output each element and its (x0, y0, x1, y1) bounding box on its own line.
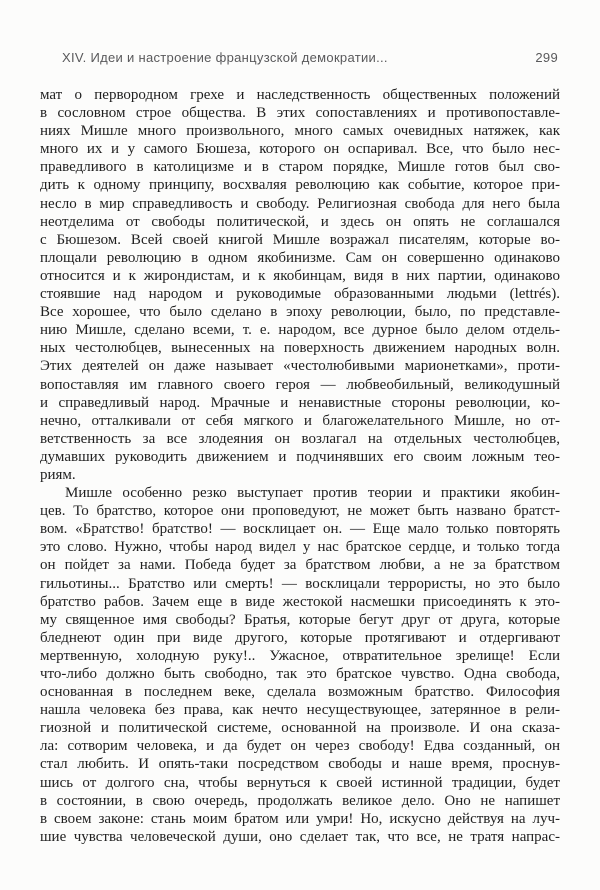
text-line: му священное имя свободы? Братья, которые бегут друг от друга, которые (40, 611, 560, 628)
text-line: Мишле особенно резко выступает против теории и практики якобин- (65, 485, 560, 502)
text-line: в состоянии, в свою очередь, продолжать великое дело. Оно не напишет (40, 792, 560, 809)
text-line: шие чувства человеческой души, оно сделает так, что все, не тратя напрас- (40, 828, 560, 845)
text-line: стоявшие над народом и руководимые образованными людьми (lettrés). (40, 286, 560, 303)
text-line: неотделима от свободы политической, и здесь он опять не соглашался (40, 213, 560, 230)
text-line: в своем законе: стань моим братом или умри! Но, искусно действуя на луч- (40, 810, 560, 827)
text-line: он пойдет за нами. Победа будет за братством любви, а не за братством (40, 557, 560, 574)
text-line: гиозной и политической системе, основанной на произволе. И она сказа- (40, 720, 560, 737)
text-line: праведливого в католицизме и в старом порядке, Мишле готов был сво- (40, 159, 560, 176)
text-line: и справедливый народ. Мрачные и ненавистные стороны революции, ко- (40, 394, 560, 411)
text-block (40, 86, 560, 846)
text-line: шись от долгого сна, чтобы вернуться к своей истинной традиции, будет (40, 774, 560, 791)
text-line: нечно, отталкивали от себя мягкого и благожелательного Мишле, но от- (40, 412, 560, 429)
paragraph (40, 484, 560, 846)
text-line: Этих деятелей он даже называет «честолюбивыми марионетками», проти- (40, 358, 560, 375)
text-line: основанная в последнем веке, сделала возможным братство. Философия (40, 684, 560, 701)
text-line: гильотины... Братство или смерть! — восклицали террористы, но это было (40, 575, 560, 592)
text-line: несло в мир справедливость и свободу. Религиозная свобода для него была (40, 195, 560, 212)
text-line: мертвенную, холодную руку!.. Ужасное, отвратительное зрелище! Если (40, 647, 560, 664)
text-line: цев. То братство, которое они проповедуют, не может быть названо братст- (40, 503, 560, 520)
text-line: вопоставляя им главного своего героя — любвеобильный, великодушный (40, 376, 560, 393)
text-line: мат о первородном грехе и наследственность общественных положений (40, 87, 560, 103)
paragraph (40, 86, 560, 484)
text-line: Все хорошее, что было сделано в эпоху революции, было, по представле- (40, 304, 560, 321)
text-line: ниях Мишле много произвольного, много самых очевидных натяжек, как (40, 123, 560, 140)
text-line: что-либо должно быть свободно, так это братское чувство. Одна свобода, (40, 666, 560, 682)
text-line: много их и у самого Бюшеза, которого он оспаривал. Все, что было нес- (40, 141, 560, 158)
text-line: ветственность за все злодеяния он возлагал на отдельных честолюбцев, (40, 430, 560, 447)
page-number: 299 (535, 50, 558, 65)
text-line: думавших руководить движением и подчинявших его своим ложным тео- (40, 448, 560, 465)
text-line: братство рабов. Зачем еще в виде жестокой насмешки присоединять к это- (40, 593, 560, 610)
text-line: риям. (40, 466, 76, 483)
text-line: относится и к жирондистам, и к якобинцам, видя в них партии, одинаково (40, 267, 560, 284)
running-title: XIV. Идеи и настроение французской демократии... (62, 50, 388, 65)
text-line: нию Мишле, сделано всеми, т. е. народом, все дурное было делом отдель- (40, 322, 560, 339)
text-line: нашла человека без права, как нечто несуществующее, затерянное в рели- (40, 702, 560, 719)
text-line: ла: сотворим человека, и да будет он через свободу! Едва созданный, он (40, 738, 560, 755)
text-line: это слово. Нужно, чтобы народ видел у нас братское сердце, и только тогда (40, 539, 560, 556)
text-line: дить к одному принципу, восхваляя революцию как событие, которое при- (40, 177, 560, 194)
text-line: в сословном строе общества. В этих сопоставлениях и противопоставле- (40, 105, 560, 122)
text-line: с Бюшезом. Всей своей книгой Мишле возражал писателям, которые во- (40, 231, 560, 248)
text-line: ных честолюбцев, вынесенных на поверхность движением народных волн. (40, 340, 560, 357)
text-line: стал любить. И опять-таки посредством свободы и наше время, проснув- (40, 756, 560, 773)
page-header (40, 50, 560, 65)
text-line: площали революцию в одном якобинизме. Сам он совершенно одинаково (40, 249, 560, 266)
text-line: бледнеют один при виде другого, которые протягивают и отдергивают (40, 629, 560, 646)
text-line: вом. «Братство! братство! — восклицает он. — Еще мало только повторять (40, 521, 560, 538)
